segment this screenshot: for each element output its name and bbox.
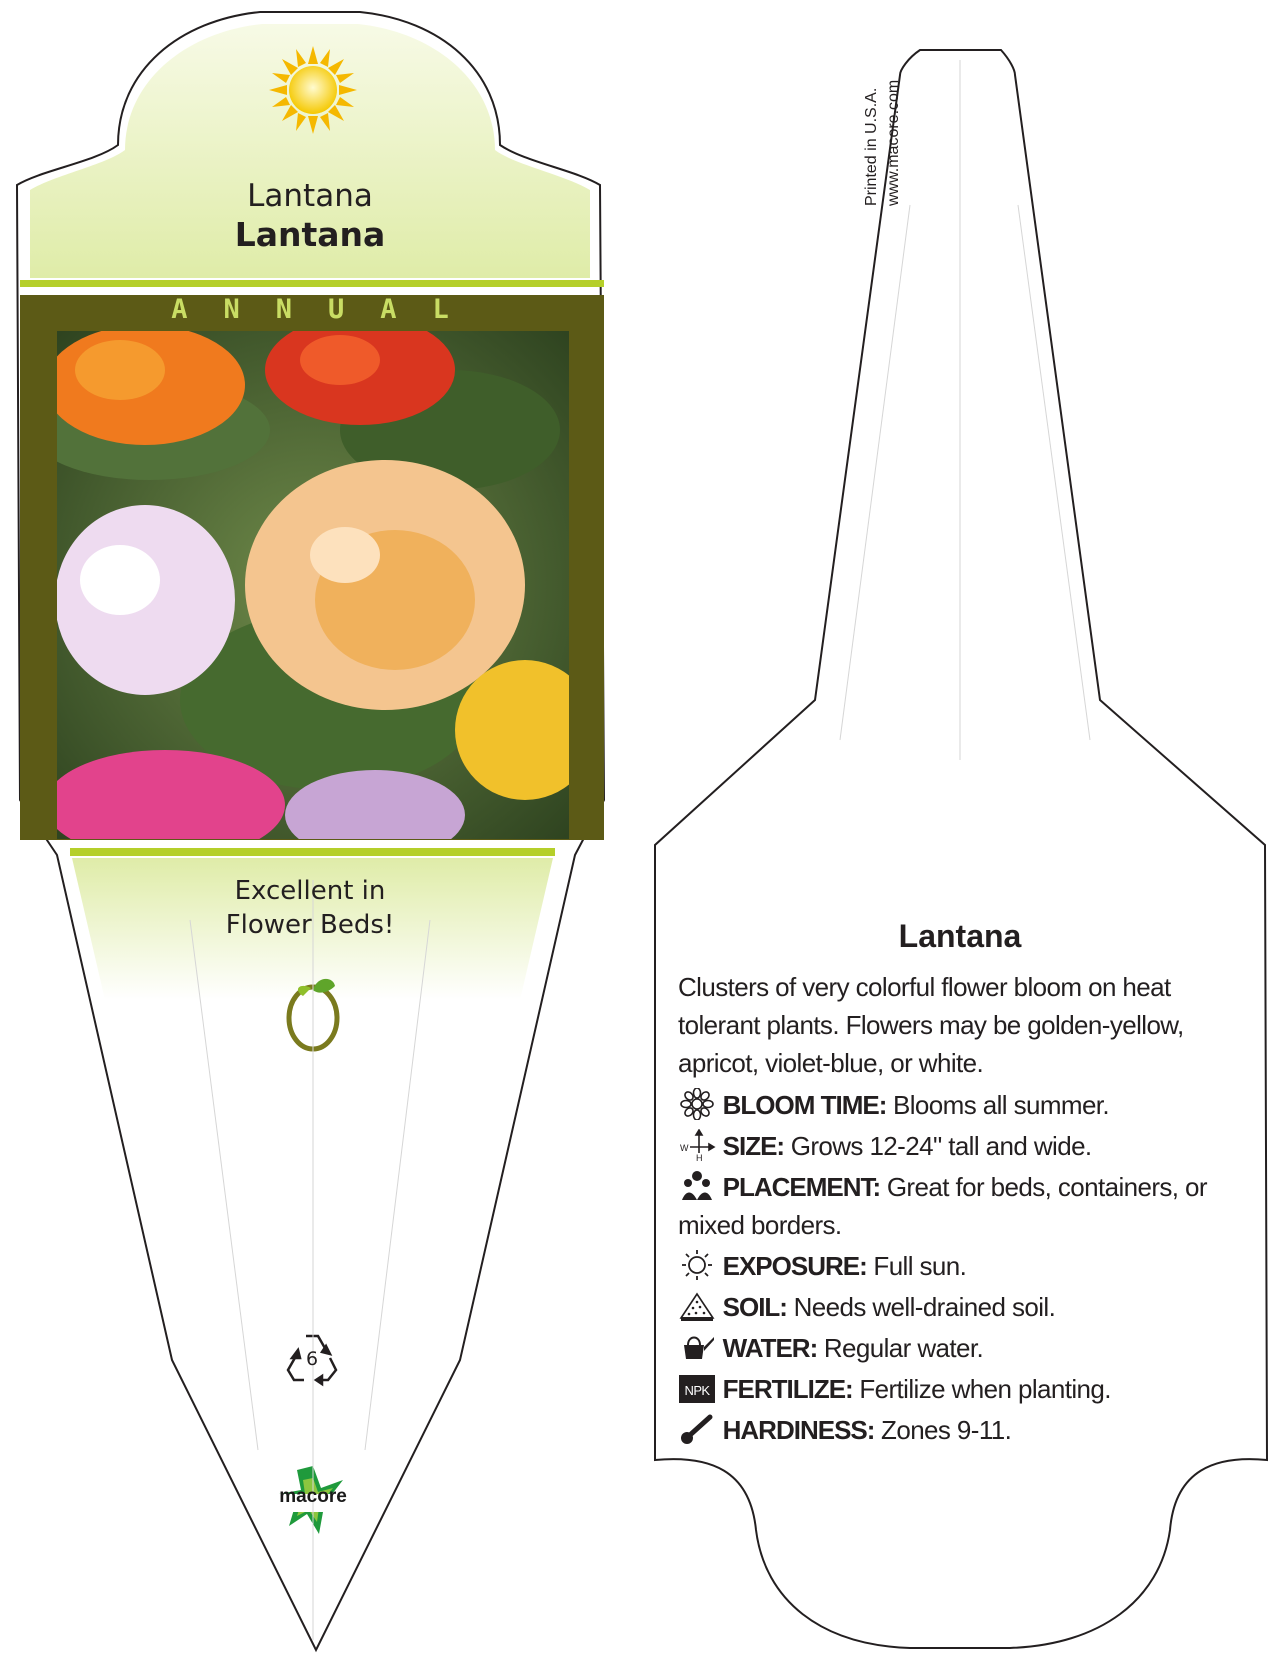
plant-category: ANNUAL	[171, 294, 485, 325]
care-soil	[678, 1288, 1248, 1326]
care-value: Regular water.	[823, 1333, 984, 1363]
print-info	[862, 80, 906, 206]
placement-icon	[678, 1170, 716, 1202]
care-label: EXPOSURE:	[722, 1251, 867, 1281]
care-label: SIZE:	[722, 1131, 785, 1161]
botanical-name: Lantana	[234, 215, 386, 254]
sun-icon	[269, 46, 357, 134]
care-size	[678, 1127, 1248, 1165]
lime-divider-top	[20, 280, 604, 287]
svg-text:NPK: NPK	[684, 1383, 710, 1398]
care-value: Blooms all summer.	[893, 1090, 1110, 1120]
recycle-number: 6	[305, 1348, 319, 1370]
care-water	[678, 1329, 1248, 1367]
website: www.macore.com	[885, 79, 902, 206]
care-bloom-time	[678, 1086, 1248, 1124]
care-label: PLACEMENT:	[722, 1172, 881, 1202]
lime-divider-bottom	[70, 848, 555, 856]
care-value: Full sun.	[873, 1251, 967, 1281]
common-name: Lantana	[247, 178, 373, 214]
tagline-line2: Flower Beds!	[225, 910, 395, 940]
size-icon	[678, 1129, 716, 1161]
brand-name: macore	[279, 1486, 347, 1507]
flower-icon	[678, 1088, 716, 1120]
care-value: Grows 12-24" tall and wide.	[790, 1131, 1092, 1161]
tagline	[180, 874, 440, 942]
care-value: Zones 9-11.	[881, 1415, 1012, 1445]
back-title: Lantana	[898, 918, 1022, 954]
care-value: Great for beds, containers, or mixed borders.	[678, 1172, 1207, 1240]
thermometer-icon	[678, 1413, 716, 1445]
soil-icon	[678, 1290, 716, 1322]
flower-photo	[30, 315, 595, 860]
care-exposure	[678, 1247, 1248, 1285]
svg-text:H: H	[696, 1153, 702, 1161]
watering-can-icon	[678, 1331, 716, 1363]
sun-icon	[678, 1249, 716, 1281]
printed-in: Printed in U.S.A.	[863, 87, 880, 206]
plant-description: Clusters of very colorful flower bloom on heat tolerant plants. Flowers may be golden-yellow, apricot, violet-blue, or white.	[678, 972, 1184, 1078]
care-label: BLOOM TIME:	[722, 1090, 887, 1120]
care-placement	[678, 1168, 1248, 1244]
care-label: FERTILIZE:	[722, 1374, 853, 1404]
svg-text:W: W	[680, 1143, 688, 1153]
care-label: HARDINESS:	[722, 1415, 875, 1445]
care-label: SOIL:	[722, 1292, 787, 1322]
tagline-line1: Excellent in	[234, 876, 386, 906]
care-value: Needs well-drained soil.	[793, 1292, 1056, 1322]
care-value: Fertilize when planting.	[859, 1374, 1111, 1404]
care-label: WATER:	[722, 1333, 818, 1363]
npk-icon	[678, 1372, 716, 1404]
care-hardiness	[678, 1411, 1248, 1449]
back-tag-outline	[655, 50, 1267, 1648]
care-fertilize	[678, 1370, 1248, 1408]
